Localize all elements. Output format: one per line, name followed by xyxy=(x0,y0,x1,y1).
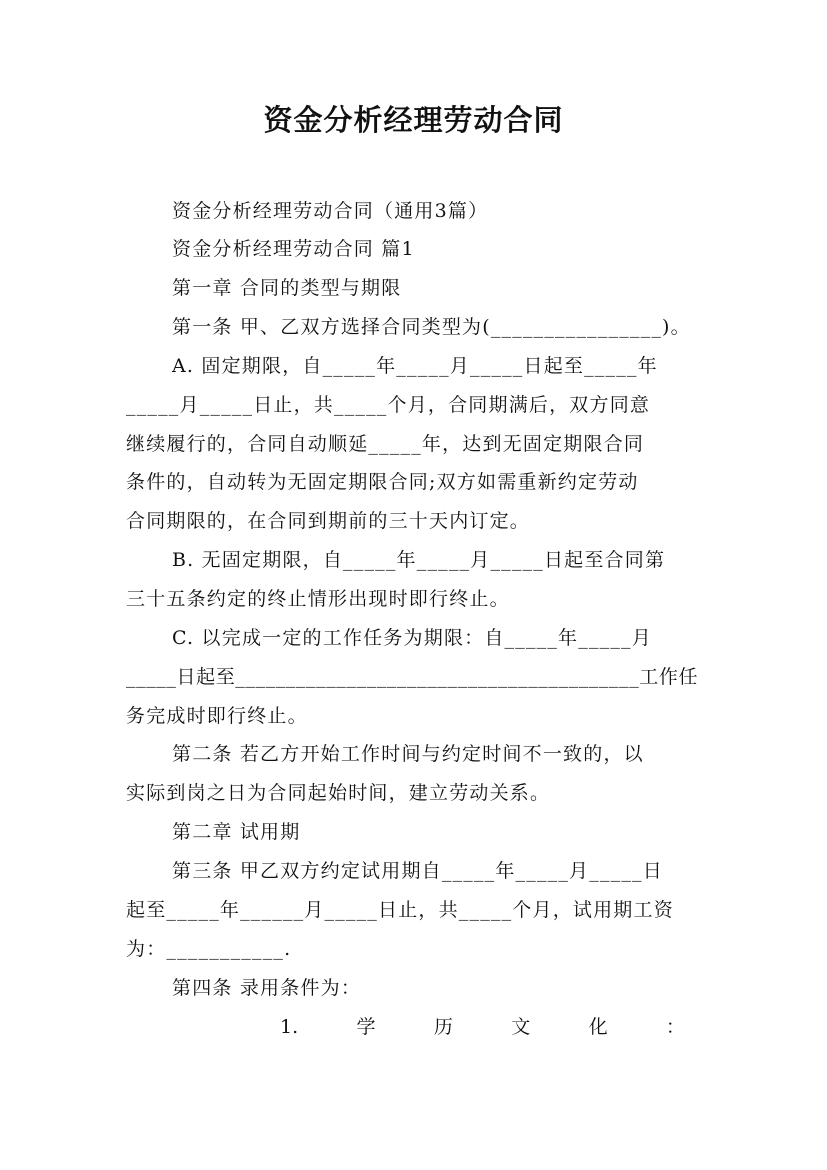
paragraph-line: 第三条 甲乙双方约定试用期自_____年_____月_____日 xyxy=(172,860,663,882)
spread-token: 化 xyxy=(588,1016,608,1038)
paragraph-line: 三十五条约定的终止情形出现时即行终止。 xyxy=(126,588,510,610)
subtitle-line: 资金分析经理劳动合同（通用3篇） xyxy=(172,200,489,222)
paragraph-line: A. 固定期限，自_____年_____月_____日起至_____年 xyxy=(172,355,658,377)
document-title: 资金分析经理劳动合同 xyxy=(263,103,564,137)
spread-token: 历 xyxy=(433,1016,453,1038)
list-item-line xyxy=(280,1014,685,1040)
paragraph-line: 实际到岗之日为合同起始时间，建立劳动关系。 xyxy=(126,782,551,804)
section-heading: 资金分析经理劳动合同 篇1 xyxy=(172,238,415,260)
paragraph-line: 继续履行的，合同自动顺延_____年，达到无固定期限合同 xyxy=(126,433,645,455)
paragraph-line: _____日起至________________________________________工作任 xyxy=(126,666,699,688)
spread-text xyxy=(280,1014,685,1040)
chapter-heading: 第一章 合同的类型与期限 xyxy=(172,277,402,299)
chapter-heading: 第二章 试用期 xyxy=(172,821,301,843)
paragraph-line: 第四条 录用条件为： xyxy=(172,977,362,999)
paragraph-line: _____月_____日止，共_____个月，合同期满后，双方同意 xyxy=(126,394,651,416)
spread-token: 学 xyxy=(356,1016,376,1038)
paragraph-line: C. 以完成一定的工作任务为期限：自_____年_____月 xyxy=(172,627,652,649)
spread-token: 1. xyxy=(280,1016,299,1038)
paragraph-line: 起至_____年______月_____日止，共_____个月，试用期工资 xyxy=(126,899,674,921)
paragraph-line: 为：___________. xyxy=(126,938,292,960)
paragraph-line: 合同期限的，在合同到期前的三十天内订定。 xyxy=(126,510,531,532)
paragraph-line: 条件的，自动转为无固定期限合同;双方如需重新约定劳动 xyxy=(126,471,639,493)
paragraph-line: B. 无固定期限，自_____年_____月_____日起至合同第 xyxy=(172,549,666,571)
paragraph-line: 务完成时即行终止。 xyxy=(126,705,308,727)
spread-token: 文 xyxy=(511,1016,531,1038)
spread-token: ： xyxy=(665,1016,685,1038)
paragraph-line: 第一条 甲、乙双方选择合同类型为(________________)。 xyxy=(172,316,691,338)
paragraph-line: 第二条 若乙方开始工作时间与约定时间不一致的，以 xyxy=(172,743,644,765)
